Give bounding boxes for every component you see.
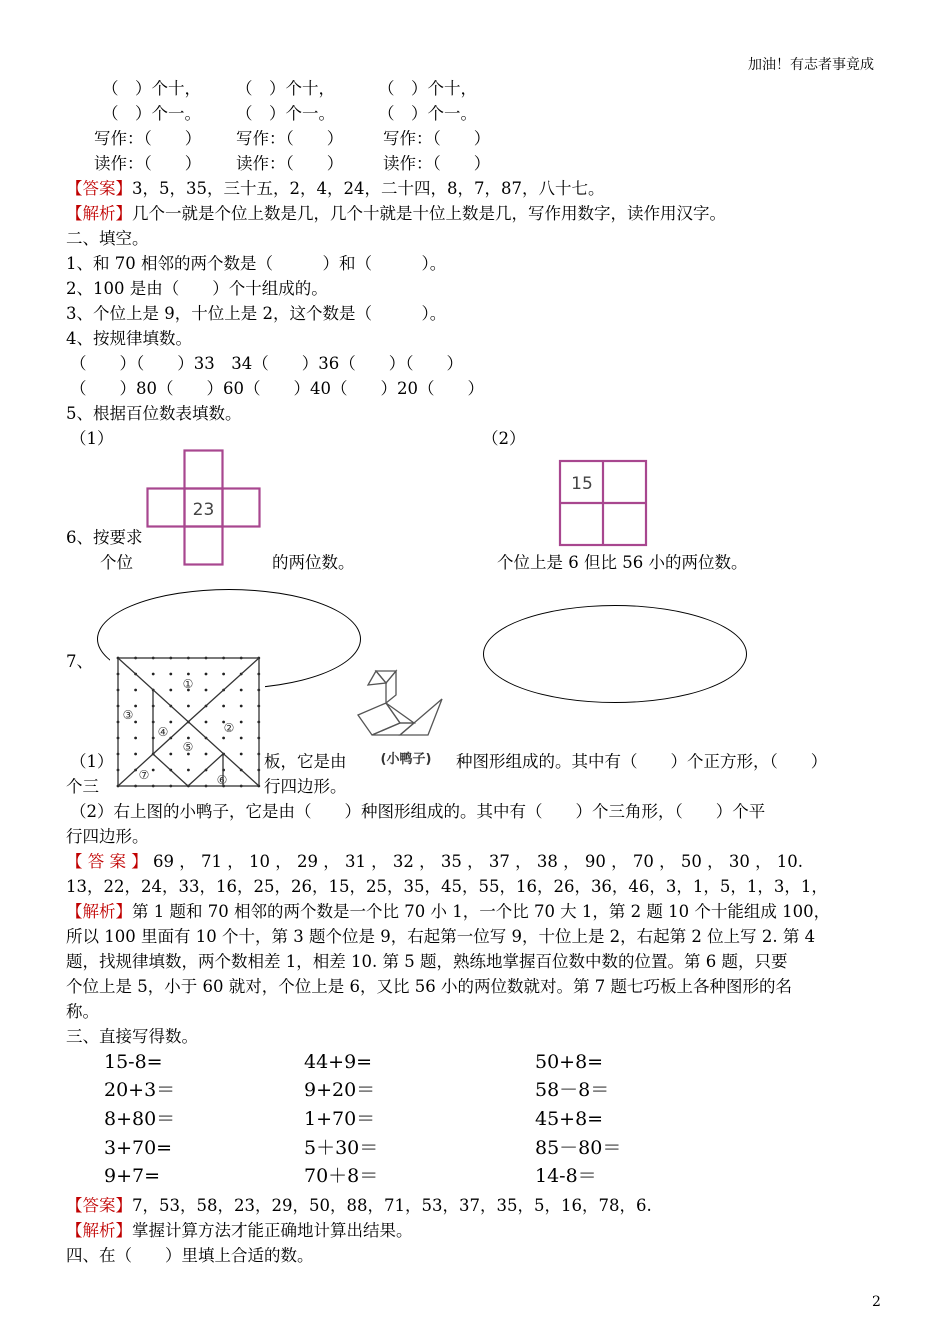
grid-dot xyxy=(240,737,243,740)
analysis-tag: 【解析】 xyxy=(66,204,132,223)
write-blank-1: 写作：（ ） xyxy=(94,129,202,148)
s2-q7-1e: 行四边形。 xyxy=(264,777,347,796)
page-number: 2 xyxy=(872,1294,881,1310)
write-blank-2: 写作：（ ） xyxy=(236,129,344,148)
hundred-chart-square xyxy=(558,459,648,547)
section-2-title: 二、填空。 xyxy=(66,229,149,248)
s2-q5: 5、根据百位数表填数。 xyxy=(66,404,242,423)
s2-q7-2: （2）右上图的小鸭子，它是由（ ）种图形组成的。其中有（ ）个三角形，（ ）个平 xyxy=(70,802,766,821)
s3-analysis-tag: 【解析】 xyxy=(66,1221,132,1240)
s3-answer-tag: 【答案】 xyxy=(66,1196,132,1215)
analysis-text: 几个一就是个位上数是几，几个十就是十位上数是几，写作用数字，读作用汉字。 xyxy=(132,204,726,223)
grid-dot xyxy=(205,689,208,692)
write-blank-3: 写作：（ ） xyxy=(383,129,491,148)
tangram-figure xyxy=(110,655,265,791)
grid-dot xyxy=(205,753,208,756)
s2-analysis-l3: 题，找规律填数，两个数相差 1，相差 10. 第 5 题，熟练地掌握百位数中数的位置。第 6 题，只要 xyxy=(66,952,788,971)
grid1-number: 23 xyxy=(192,500,215,520)
grid-dot xyxy=(187,737,190,740)
s2-analysis-l4: 个位上是 5，小于 60 就对，个位上是 6，又比 56 小的两位数就对。第 7 题七巧板上各种图形的名 xyxy=(66,977,792,996)
s2-q7-1d: 个三 xyxy=(66,777,99,796)
tangram-label-6: ⑥ xyxy=(216,773,228,787)
ones-blank-2: （ ）个一。 xyxy=(236,104,335,123)
s2-q4: 4、按规律填数。 xyxy=(66,329,192,348)
grid-dot xyxy=(134,737,137,740)
calc-r3-c2: 1+70＝ xyxy=(304,1108,376,1130)
duck-caption: (小鸭子) xyxy=(380,752,432,767)
tangram-label-1: ① xyxy=(182,677,194,691)
s2-answer-text-1: 69 ， 71 ， 10 ， 29 ， 31 ， 32 ， 35 ， 37 ， 38 ， 90 ， 70 ， 50 ， 30 ， 10. xyxy=(153,852,804,871)
top-analysis xyxy=(66,203,726,225)
s2-q2: 2、100 是由（ ）个十组成的。 xyxy=(66,279,328,298)
tangram-label-7: ⑦ xyxy=(138,768,150,782)
top-answer xyxy=(66,178,604,200)
grid-dot xyxy=(240,689,243,692)
calc-r1-c2: 44+9= xyxy=(304,1051,373,1073)
s2-q5-part2: （2） xyxy=(482,429,526,448)
s2-answer-tag: 【 答 案 】 xyxy=(66,852,148,871)
grid-dot xyxy=(169,689,172,692)
tens-blank-1: （ ）个十， xyxy=(102,79,201,98)
tangram-label-4: ④ xyxy=(157,725,169,739)
answer-text: 3，5，35，三十五，2，4，24，二十四，8，7，87，八十七。 xyxy=(132,179,605,198)
s2-q6a-end: 的两位数。 xyxy=(272,553,355,572)
s2-q7-1a: （1） xyxy=(70,752,114,771)
s2-q7-1b: 板，它是由 xyxy=(264,752,347,771)
section-3-title: 三、直接写得数。 xyxy=(66,1027,198,1046)
grid-dot xyxy=(134,753,137,756)
s2-q3: 3、个位上是 9，十位上是 2，这个数是（ ）。 xyxy=(66,304,447,323)
tangram-label-2: ② xyxy=(223,721,235,735)
grid-dot xyxy=(169,721,172,724)
s2-answer-l1 xyxy=(66,851,803,873)
calc-r1-c1: 15-8= xyxy=(104,1051,163,1073)
duck-figure xyxy=(350,663,456,783)
s2-analysis-l1 xyxy=(66,901,830,923)
s2-q7-1c: 种图形组成的。其中有（ ）个正方形，（ ） xyxy=(456,752,828,771)
s3-analysis-text: 掌握计算方法才能正确地计算出结果。 xyxy=(132,1221,413,1240)
grid-dot xyxy=(134,721,137,724)
grid-dot xyxy=(222,705,225,708)
grid-dot xyxy=(169,673,172,676)
calc-r2-c1: 20+3＝ xyxy=(104,1079,176,1101)
s2-analysis-tag: 【解析】 xyxy=(66,902,132,921)
calc-r5-c3: 14-8＝ xyxy=(535,1165,597,1187)
s2-analysis-text-1: 第 1 题和 70 相邻的两个数是一个比 70 小 1，一个比 70 大 1，第 2 题 10 个十能组成 100， xyxy=(132,902,831,921)
s2-q7: 7、 xyxy=(66,652,93,671)
calc-r4-c3: 85－80＝ xyxy=(535,1137,622,1159)
s2-q6a-start: 个位 xyxy=(100,553,133,572)
calc-r4-c1: 3+70= xyxy=(104,1137,173,1159)
s3-answer-text: 7，53，58，23，29，50，88，71，53，37，35，5，16，78，6. xyxy=(132,1196,652,1215)
tangram-label-3: ③ xyxy=(122,708,134,722)
calc-r3-c1: 8+80＝ xyxy=(104,1108,176,1130)
s2-q6b: 个位上是 6 但比 56 小的两位数。 xyxy=(497,553,748,572)
grid2-number: 15 xyxy=(571,474,593,494)
answer-tag: 【答案】 xyxy=(66,179,132,198)
s2-q4-row-b: （ ）80（ ）60（ ）40（ ）20（ ） xyxy=(70,379,484,398)
s2-analysis-l2: 所以 100 里面有 10 个十，第 3 题个位是 9，右起第一位写 9，十位上是 2，右起第 2 位上写 2. 第 4 xyxy=(66,927,816,946)
grid-dot xyxy=(187,673,190,676)
grid-dot xyxy=(240,753,243,756)
calc-r3-c3: 45+8= xyxy=(535,1108,604,1130)
ones-blank-1: （ ）个一。 xyxy=(102,104,201,123)
s3-analysis xyxy=(66,1220,413,1242)
grid-dot xyxy=(134,689,137,692)
s2-q6: 6、按要求 xyxy=(66,528,143,547)
grid-dot xyxy=(152,769,155,772)
s2-analysis-l5: 称。 xyxy=(66,1002,99,1021)
s2-q7-2b: 行四边形。 xyxy=(66,827,149,846)
s2-q4-row-a: （ ）（ ）33 34（ ）36（ ）（ ） xyxy=(70,354,463,373)
grid-dot xyxy=(205,721,208,724)
s2-q5-part1: （1） xyxy=(70,429,114,448)
grid-dot xyxy=(134,705,137,708)
calc-r5-c2: 70＋8＝ xyxy=(304,1165,379,1187)
grid-dot xyxy=(187,705,190,708)
calc-r1-c3: 50+8= xyxy=(535,1051,604,1073)
calc-r2-c3: 58－8＝ xyxy=(535,1079,610,1101)
grid-dot xyxy=(240,721,243,724)
answer-oval-2[interactable] xyxy=(483,605,747,703)
hundred-chart-cross xyxy=(146,449,261,567)
grid-dot xyxy=(169,753,172,756)
s2-q1: 1、和 70 相邻的两个数是（ ）和（ ）。 xyxy=(66,254,447,273)
tens-blank-2: （ ）个十， xyxy=(236,79,335,98)
grid-dot xyxy=(222,673,225,676)
grid-dot xyxy=(205,673,208,676)
read-blank-2: 读作：（ ） xyxy=(236,154,344,173)
grid-dot xyxy=(240,705,243,708)
tangram-label-5: ⑤ xyxy=(182,740,194,754)
ones-blank-3: （ ）个一。 xyxy=(378,104,477,123)
s3-answer xyxy=(66,1195,652,1217)
read-blank-3: 读作：（ ） xyxy=(383,154,491,173)
section-4-title: 四、在（ ）里填上合适的数。 xyxy=(66,1246,314,1265)
calc-r4-c2: 5＋30＝ xyxy=(304,1137,379,1159)
tens-blank-3: （ ）个十， xyxy=(378,79,477,98)
grid-dot xyxy=(222,737,225,740)
calc-r2-c2: 9+20＝ xyxy=(304,1079,376,1101)
grid-dot xyxy=(187,769,190,772)
read-blank-1: 读作：（ ） xyxy=(94,154,202,173)
grid-dot xyxy=(152,673,155,676)
s2-answer-l2: 13，22，24，33，16，25，26，15，25，35，45，55，16，26，36，46，3，1，5，1，3，1， xyxy=(66,877,828,896)
calc-r5-c1: 9+7= xyxy=(104,1165,161,1187)
page-header: 加油！有志者事竟成 xyxy=(748,57,874,73)
